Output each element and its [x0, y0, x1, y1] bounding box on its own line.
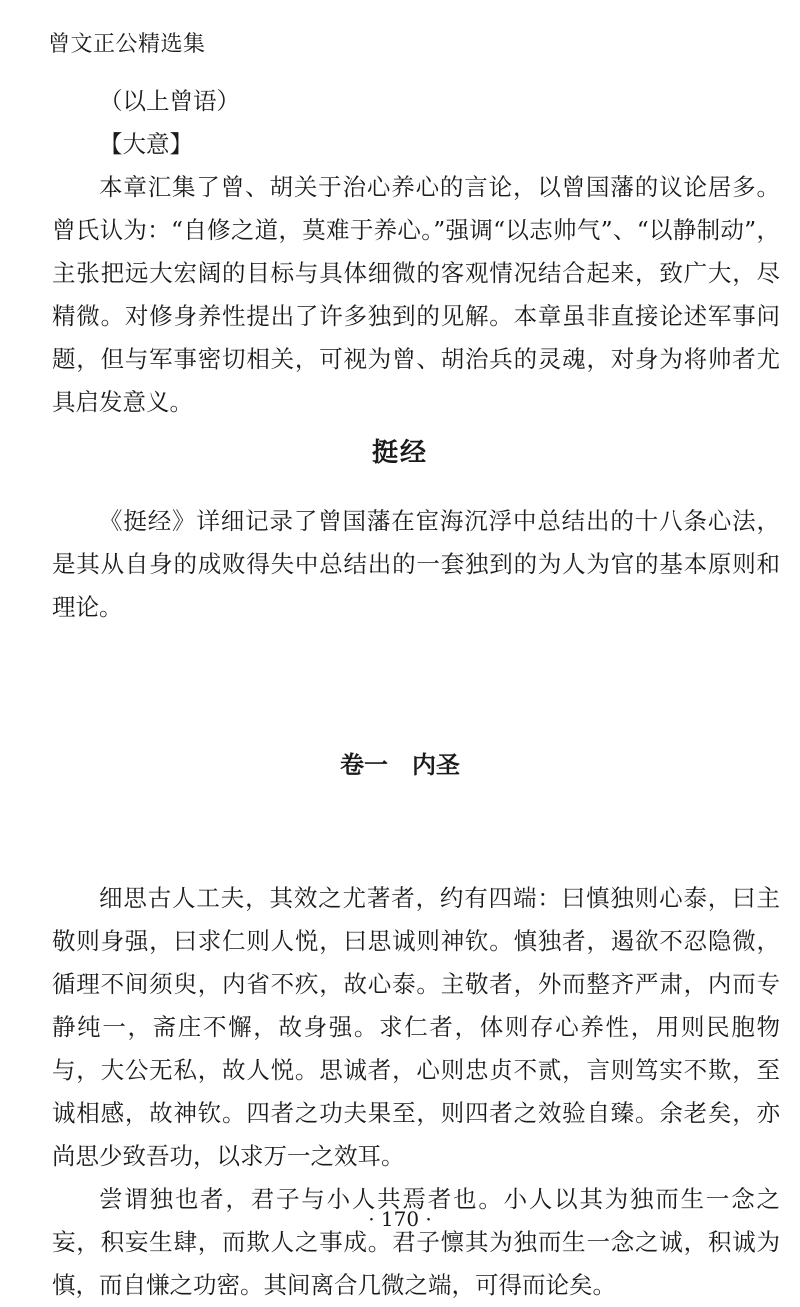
- chapter-body: [52, 877, 780, 1307]
- page-number: · 170 ·: [368, 1207, 432, 1231]
- part-title: 挺经: [371, 438, 428, 468]
- chapter-paragraph: 细思古人工夫，其效之尤著者，约有四端：曰慎独则心泰，曰主敬则身强，曰求仁则人悦，曰思诚则神钦。慎独者，遏欲不忍隐微，循理不间须臾，内省不疚，故心泰。主敬者，外而整齐严肃，内而专静纯一，斋庄不懈，故身强。求仁者，体则存心养性，用则民胞物与，大公无私，故人悦。思诚者，心则忠贞不贰，言则笃实不欺，至诚相感，故神钦。四者之功夫果至，则四者之效验自臻。余老矣，亦尚思少致吾功，以求万一之效耳。: [52, 884, 780, 1170]
- summary-block: [52, 80, 780, 424]
- chapter-paragraph: 尝谓独也者，君子与小人共焉者也。小人以其为独而生一念之妄，积妄生肆，而欺人之事成。君子懔其为独而生一念之诚，积诚为慎，而自慊之功密。其间离合几微之端，可得而论矣。: [52, 1185, 780, 1299]
- source-note: （以上曾语）: [99, 87, 240, 115]
- running-title: 曾文正公精选集: [48, 32, 206, 57]
- chapter-title: 卷一 内圣: [340, 751, 460, 779]
- part-intro-paragraph: 《挺经》详细记录了曾国藩在宦海沉浮中总结出的十八条心法，是其从自身的成败得失中总结出的一套独到的为人为官的基本原则和理论。: [52, 507, 780, 621]
- summary-label: 【大意】: [99, 130, 193, 158]
- part-intro-block: [52, 500, 780, 629]
- summary-paragraph: 本章汇集了曾、胡关于治心养心的言论，以曾国藩的议论居多。曾氏认为：“自修之道，莫难于养心。”强调“以志帅气”、“以静制动”，主张把远大宏阔的目标与具体细微的客观情况结合起来，致广大，尽精微。对修身养性提出了许多独到的见解。本章虽非直接论述军事问题，但与军事密切相关，可视为曾、胡治兵的灵魂，对身为将帅者尤具启发意义。: [52, 173, 780, 416]
